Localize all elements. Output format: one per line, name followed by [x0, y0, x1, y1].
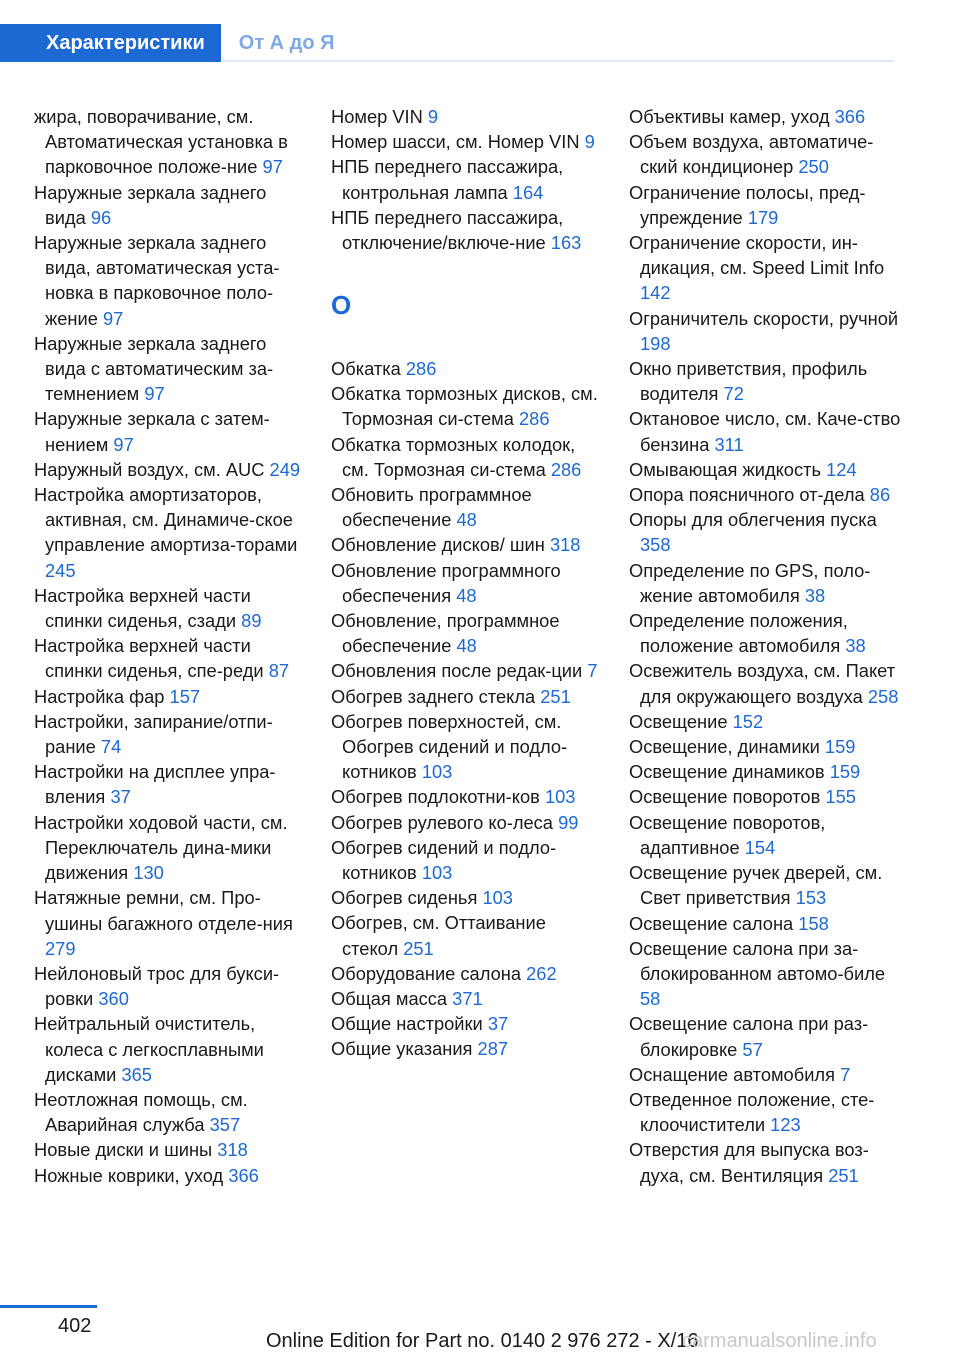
page-link[interactable]: 87	[268, 660, 290, 682]
index-column-3	[629, 104, 901, 1188]
index-entry-text: Ограничение скорости, ин‐дикация, см. Speed Limit Info	[629, 232, 885, 279]
index-entry-text: Обогрев, см. Оттаивание стекол	[331, 912, 546, 959]
index-entry	[629, 558, 901, 608]
index-entry	[34, 1087, 306, 1137]
index-entry	[629, 1087, 901, 1137]
index-entry	[629, 911, 901, 936]
header-tabs	[0, 24, 353, 62]
page-link[interactable]: 97	[113, 433, 134, 455]
page-link[interactable]: 249	[269, 458, 301, 480]
index-entry-text: Отверстия для выпуска воз‐духа, см. Вентиляция	[629, 1139, 869, 1186]
index-entry	[629, 180, 901, 230]
page-link[interactable]: 251	[828, 1164, 859, 1186]
watermark: carmanualsonline.info	[682, 1330, 877, 1352]
index-entry	[34, 583, 306, 633]
index-entry-text: Номер VIN	[331, 106, 423, 127]
page-link[interactable]: 96	[90, 206, 112, 228]
index-entry	[331, 658, 603, 683]
footer-accent-line	[0, 1305, 97, 1308]
index-entry	[34, 1163, 306, 1188]
page-link[interactable]: 103	[421, 862, 453, 884]
index-entry	[331, 482, 603, 532]
index-entry	[629, 104, 901, 129]
page-link[interactable]: 38	[845, 635, 866, 657]
page-link[interactable]: 286	[405, 357, 437, 379]
page-link[interactable]: 103	[421, 761, 453, 783]
page-link[interactable]: 164	[512, 181, 544, 203]
index-entry-text: Общие настройки	[331, 1013, 483, 1035]
index-entry-text: Новые диски и шины	[34, 1139, 213, 1161]
index-entry	[331, 961, 603, 986]
letter-spacer	[331, 331, 603, 356]
edition-note: Online Edition for Part no. 0140 2 976 272 - X/16	[266, 1330, 699, 1352]
page-link[interactable]: 179	[747, 206, 779, 228]
index-entry	[629, 356, 901, 406]
index-entry-text: Обновить программное обеспечение	[331, 484, 532, 531]
page-link[interactable]: 97	[144, 383, 165, 405]
index-entry	[34, 759, 306, 809]
page-link[interactable]: 38	[804, 584, 826, 606]
page-link[interactable]: 37	[110, 786, 131, 808]
index-entry-text: Обогрев сидений и подло‐котников	[331, 836, 557, 884]
index-entry-text: Обогрев поверхностей, см. Обогрев сидений и подло‐котников	[331, 710, 568, 783]
index-entry-text: Объективы камер, уход	[629, 106, 830, 127]
index-entry-text: Настройка верхней части спинки сиденья, спе‐реди	[34, 635, 264, 682]
index-entry	[629, 457, 901, 482]
index-entry	[629, 1062, 901, 1087]
index-entry	[34, 1137, 306, 1162]
index-entry	[331, 885, 603, 910]
index-entry-text: Настройки ходовой части, см. Переключатель дина‐мики движения	[34, 811, 288, 884]
page-link[interactable]: 97	[102, 307, 124, 329]
page-link[interactable]: 48	[456, 509, 477, 531]
index-entry	[629, 936, 901, 1012]
index-entry-text: Обогрев подлокотни‐ков	[331, 786, 540, 808]
index-entry	[331, 432, 603, 482]
index-entry-text: Отведенное положение, сте‐клоочистители	[629, 1088, 875, 1136]
index-entry-text: Общие указания	[331, 1038, 473, 1060]
index-entry-text: Ножные коврики, уход	[34, 1164, 224, 1186]
index-entry-text: Обкатка тормозных колодок, см. Тормозная си‐стема	[331, 433, 576, 480]
page-link[interactable]: 9	[584, 131, 595, 153]
index-entry-text: Освещение салона	[629, 912, 794, 934]
index-entry-text: Освещение поворотов	[629, 786, 821, 808]
page-link[interactable]: 124	[826, 458, 857, 480]
index-entry-text: Объем воздуха, автоматиче‐ский кондиционер	[629, 131, 874, 178]
index-entry-text: Обкатка тормозных дисков, см. Тормозная си‐стема	[331, 383, 598, 430]
index-entry-text: Опоры для облегчения пуска	[629, 509, 877, 531]
index-entry-text: Нейтральный очиститель, колеса с легкосплавными дисками	[34, 1013, 264, 1085]
page-link[interactable]: 318	[217, 1139, 248, 1161]
index-entry-text: Обогрев сиденья	[331, 887, 478, 909]
page-link[interactable]: 262	[526, 962, 557, 984]
index-entry-text: НПБ переднего пассажира, отключение/включе‐ние	[331, 206, 564, 254]
page-link[interactable]: 366	[834, 106, 866, 127]
index-entry	[629, 709, 901, 734]
index-entry-text: Обновления после редак‐ции	[331, 660, 583, 682]
index-entry-text: Ограничение полосы, пред‐упреждение	[629, 181, 866, 228]
page-link[interactable]: 366	[228, 1164, 259, 1186]
page-link[interactable]: 99	[558, 811, 579, 833]
tab-characteristics[interactable]: Характеристики	[0, 24, 221, 62]
index-entry-text: Определение по GPS, поло‐жение автомобиля	[629, 559, 871, 606]
index-entry	[629, 608, 901, 658]
index-entry	[34, 709, 306, 759]
index-entry-text: Освещение, динамики	[629, 736, 820, 758]
index-entry	[629, 784, 901, 809]
page-link[interactable]: 158	[798, 912, 829, 934]
index-entry-text: Освещение салона при за‐блокированном автомо‐биле	[629, 937, 886, 984]
index-entry	[34, 1011, 306, 1087]
index-entry-text: Омывающая жидкость	[629, 458, 822, 480]
page-link[interactable]: 251	[403, 937, 434, 959]
index-letter-heading: O	[331, 290, 352, 321]
page-link[interactable]: 155	[825, 786, 856, 808]
index-entry	[331, 381, 603, 431]
page-link[interactable]: 318	[549, 534, 581, 556]
index-entry	[34, 482, 306, 583]
index-entry-text: Октановое число, см. Каче‐ство бензина	[629, 408, 901, 455]
page-link[interactable]: 154	[744, 836, 776, 858]
index-entry-text: Ограничитель скорости, ручной	[629, 307, 899, 329]
index-entry	[629, 860, 901, 910]
index-entry-text: Освещение	[629, 710, 728, 732]
index-entry-text: Неотложная помощь, см. Аварийная служба	[34, 1088, 248, 1136]
page-link[interactable]: 152	[732, 710, 764, 732]
page-link[interactable]: 86	[869, 484, 891, 506]
index-entry	[629, 507, 901, 557]
index-entry	[331, 608, 603, 658]
index-entry-text: НПБ переднего пассажира, контрольная лампа	[331, 156, 564, 203]
index-entry	[34, 104, 306, 180]
index-entry	[34, 331, 306, 407]
page-link[interactable]: 153	[795, 887, 827, 909]
page-link[interactable]: 103	[544, 786, 576, 808]
index-entry	[629, 658, 901, 708]
index-entry-text: Оборудование салона	[331, 962, 522, 984]
index-entry-text: Освещение ручек дверей, см. Свет приветствия	[629, 862, 883, 909]
index-entry	[331, 129, 603, 154]
letter-spacer	[331, 255, 603, 280]
page-link[interactable]: 163	[550, 232, 582, 254]
page-link[interactable]: 37	[487, 1013, 509, 1035]
index-entry-text: Окно приветствия, профиль водителя	[629, 358, 868, 405]
page-link[interactable]: 311	[714, 433, 744, 455]
page-link[interactable]: 123	[770, 1114, 801, 1136]
page-link[interactable]: 251	[540, 685, 571, 707]
page-link[interactable]: 97	[262, 156, 283, 178]
index-entry-text: Настройка амортизаторов, активная, см. Динамиче‐ское управление амортиза‐торами	[34, 484, 298, 556]
page-link[interactable]: 157	[169, 685, 201, 707]
index-entry	[331, 1036, 603, 1061]
index-entry	[34, 457, 306, 482]
index-entry-text: Обогрев рулевого ко‐леса	[331, 811, 553, 833]
index-column-2	[331, 104, 603, 1062]
page-link[interactable]: 159	[829, 761, 861, 783]
page-link[interactable]: 279	[45, 937, 76, 959]
index-entry-text: Опора поясничного от‐дела	[629, 484, 865, 506]
index-entry-text: Определение положения, положение автомобиля	[629, 610, 848, 657]
page-link[interactable]: 286	[518, 408, 550, 430]
index-entry	[34, 406, 306, 456]
index-entry-text: Настройки, запирание/отпи‐рание	[34, 710, 273, 758]
index-entry-text: Освежитель воздуха, см. Пакет для окружающего воздуха	[629, 660, 896, 707]
page-link[interactable]: 72	[723, 383, 744, 405]
page-link[interactable]: 371	[452, 988, 483, 1010]
page-link[interactable]: 159	[824, 736, 856, 758]
index-entry-text: Натяжные ремни, см. Про‐ушины багажного отделе‐ния	[34, 887, 293, 934]
index-entry	[629, 1137, 901, 1187]
index-entry-text: Обкатка	[331, 357, 401, 379]
tab-a-to-z[interactable]: От А до Я	[238, 31, 335, 54]
index-entry	[629, 810, 901, 860]
index-entry-text: Наружный воздух, см. AUC	[34, 458, 265, 480]
page-link[interactable]: 358	[640, 534, 671, 556]
page-link[interactable]: 48	[456, 635, 477, 657]
index-entry	[331, 532, 603, 557]
index-entry	[34, 180, 306, 230]
index-entry	[331, 356, 603, 381]
index-entry	[34, 810, 306, 886]
index-entry-text: Освещение динамиков	[629, 761, 825, 783]
index-entry-text: Нейлоновый трос для букси‐ровки	[34, 962, 280, 1010]
page-link[interactable]: 9	[427, 106, 439, 127]
index-entry	[331, 784, 603, 809]
index-entry	[629, 1011, 901, 1061]
page-link[interactable]: 130	[133, 862, 164, 884]
index-entry-text: Наружные зеркала заднего вида с автоматическим за‐темнением	[34, 332, 274, 405]
page-link[interactable]: 57	[742, 1038, 763, 1060]
index-entry	[629, 306, 901, 356]
index-entry-text: Наружные зеркала заднего вида	[34, 181, 267, 228]
page-link[interactable]: 365	[121, 1063, 152, 1085]
index-entry	[331, 986, 603, 1011]
header-divider	[222, 60, 894, 62]
index-entry	[331, 835, 603, 885]
index-entry	[331, 104, 603, 129]
page-link[interactable]: 7	[587, 660, 598, 682]
page-link[interactable]: 198	[640, 332, 671, 354]
index-entry	[629, 129, 901, 179]
index-entry	[34, 230, 306, 331]
index-entry	[629, 406, 901, 456]
index-entry	[629, 734, 901, 759]
index-entry-text: Настройка верхней части спинки сиденья, сзади	[34, 584, 251, 632]
page-link[interactable]: 142	[640, 282, 671, 304]
index-entry	[331, 154, 603, 204]
page-link[interactable]: 258	[867, 685, 899, 707]
index-entry-text: Наружные зеркала заднего вида, автоматическая уста‐новка в парковочное поло‐жение	[34, 232, 280, 329]
index-entry	[331, 709, 603, 785]
index-entry	[629, 759, 901, 784]
index-entry-text: Обновление дисков/ шин	[331, 534, 545, 556]
index-entry-text: Освещение салона при раз‐блокировке	[629, 1013, 869, 1060]
index-entry	[331, 810, 603, 835]
index-entry-text: Обогрев заднего стекла	[331, 685, 536, 707]
index-column-1	[34, 104, 306, 1188]
page-link[interactable]: 286	[550, 458, 582, 480]
index-entry-text: Наружные зеркала с затем‐нением	[34, 408, 270, 455]
index-entry	[629, 230, 901, 306]
page-link[interactable]: 357	[209, 1114, 241, 1136]
index-entry-text: Общая масса	[331, 988, 448, 1010]
page-link[interactable]: 250	[798, 156, 829, 178]
page-number: 402	[58, 1315, 92, 1337]
page-link[interactable]: 287	[477, 1038, 509, 1060]
index-entry	[34, 633, 306, 683]
index-entry-text: Освещение поворотов, адаптивное	[629, 811, 826, 858]
page-link[interactable]: 48	[456, 584, 477, 606]
index-entry	[34, 885, 306, 961]
page-link[interactable]: 58	[640, 988, 661, 1010]
page-link[interactable]: 360	[98, 988, 129, 1010]
index-entry	[331, 205, 603, 255]
page-link[interactable]: 89	[241, 610, 262, 632]
index-entry-text: Номер шасси, см. Номер VIN	[331, 131, 580, 153]
index-entry-text: Обновление, программное обеспечение	[331, 610, 560, 657]
index-entry	[331, 1011, 603, 1036]
index-entry	[34, 684, 306, 709]
page-link[interactable]: 245	[45, 559, 76, 581]
index-entry-text: Настройка фар	[34, 685, 165, 707]
index-entry-text: Настройки на дисплее упра‐вления	[34, 761, 276, 808]
page-link[interactable]: 74	[100, 736, 122, 758]
index-entry	[34, 961, 306, 1011]
index-entry	[331, 684, 603, 709]
index-entry-text: Оснащение автомобиля	[629, 1063, 835, 1085]
page-link[interactable]: 7	[840, 1063, 851, 1085]
index-entry	[629, 482, 901, 507]
index-entry-text: Обновление программного обеспечения	[331, 559, 561, 606]
index-entry-text: жира, поворачивание, см. Автоматическая установка в парковочное положе‐ние	[34, 106, 288, 178]
index-entry	[331, 910, 603, 960]
page-link[interactable]: 103	[482, 887, 513, 909]
index-entry	[331, 558, 603, 608]
